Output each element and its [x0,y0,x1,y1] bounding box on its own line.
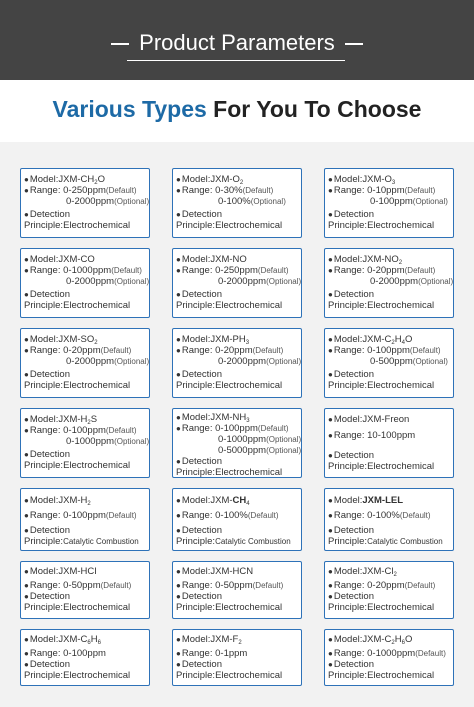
principle-value: Electrochemical [63,602,131,613]
range-value: 0-1000ppm [367,648,416,659]
principle-value: Electrochemical [367,380,435,391]
model-name: JXM-HCN [210,566,254,577]
range-value: 0-100ppm [63,510,106,521]
principle-value: Electrochemical [63,670,131,681]
model-name: JXM-O [210,174,240,185]
range-value: 0-50ppm [63,580,101,591]
product-grid [20,168,454,686]
range-value: 0-30% [215,185,243,196]
range-value: 0-1ppm [215,648,248,659]
model-name: JXM-CO [58,254,95,265]
title-dash-right [345,43,363,45]
header-underline [127,60,345,61]
product-card: ●Model:JXM-CO ●Range: 0-1000ppm(Default) 0-2000ppm(Optional) ●Detection Principle:Electrochemical [20,248,150,318]
model-name: JXM-Cl [362,566,394,577]
principle-value: Catalytic Combustion [63,537,139,546]
model-name: JXM-CH [58,174,95,185]
model-name: -LEL [381,495,404,506]
model-name: JXM-NO [210,254,247,265]
principle-value: Electrochemical [367,300,435,311]
product-card: $●Model:JXM-CH_2O$ ●Range: 0-250ppm(Default) 0-2000ppm(Optional) ●Detection Principle:Electrochemical [20,168,150,238]
range-value: 0-20ppm [367,265,405,276]
range-value: 0-250ppm [63,185,106,196]
principle-value: Electrochemical [367,461,435,472]
range-value: 0-250ppm [215,265,258,276]
product-card: $●Model:JXM-H_2$ ●Range: 0-100ppm(Default) ●Detection Principle:Catalytic Combustion [20,488,150,551]
product-card: $●Model:JXM-H_2S$ ●Range: 0-100ppm(Default) 0-1000ppm(Optional) ●Detection Principle:Electrochemical [20,408,150,478]
range-value: 0-20ppm [63,345,101,356]
product-card: ●Model:JXM-NO ●Range: 0-250ppm(Default) 0-2000ppm(Optional) ●Detection Principle:Electrochemical [172,248,302,318]
principle-value: Electrochemical [215,300,283,311]
model-name: JXM-C [362,634,392,645]
principle-value: Electrochemical [63,220,131,231]
principle-value: Electrochemical [215,602,283,613]
principle-value: Electrochemical [215,220,283,231]
header-title [0,30,474,56]
product-card: $●Model:JXM-C_6H_6$ ●Range: 0-100ppm ●Detection Principle:Electrochemical [20,629,150,686]
principle-value: Electrochemical [63,380,131,391]
range-value: 0-100% [367,510,400,521]
product-card: ●Model:JXM-LEL ●Range: 0-100%(Default) ●Detection Principle:Catalytic Combustion [324,488,454,551]
principle-value: Catalytic Combustion [367,537,443,546]
product-card: $●Model:JXM-NH_3$ ●Range: 0-100ppm(Default) 0-1000ppm(Optional) 0-5000ppm(Optional) ●Detection Principle:Electrochemical [172,408,302,478]
model-name: CH [232,495,247,506]
model-name: JXM-C [362,334,392,345]
range-value: 0-100ppm [215,423,258,434]
range-value: 0-100ppm [63,425,106,436]
range-value: 0-100% [215,510,248,521]
model-name: JXM-HCI [58,566,97,577]
product-card: ●Model:JXM-HCN ●Range: 0-50ppm(Default) ●Detection Principle:Electrochemical [172,561,302,619]
principle-value: Electrochemical [367,220,435,231]
product-card: $●Model:JXM-NO_2$ ●Range: 0-20ppm(Default) 0-2000ppm(Optional) ●Detection Principle:Electrochemical [324,248,454,318]
principle-value: Electrochemical [215,670,283,681]
model-name: JXM-SO [58,334,95,345]
model-name: JXM-C [58,634,88,645]
principle-value: Electrochemical [63,460,131,471]
model-name: JXM-PH [210,334,246,345]
header-title-text: Product Parameters [139,30,335,55]
principle-value: Electrochemical [367,670,435,681]
product-card: $●Model:JXM-O_2$ ●Range: 0-30%(Default) 0-100%(Optional) ●Detection Principle:Electrochemical [172,168,302,238]
product-card: $●Model:JXM-O_3$ ●Range: 0-10ppm(Default) 0-100ppm(Optional) ●Detection Principle:Electrochemical [324,168,454,238]
product-card: $●Model:JXM-SO_2$ ●Range: 0-20ppm(Default) 0-2000ppm(Optional) ●Detection Principle:Electrochemical [20,328,150,398]
title-dash-left [111,43,129,45]
range-value: 0-100ppm [367,345,410,356]
product-card: $●Model:JXM-C_2H_4O$ ●Range: 0-100ppm(Default) 0-500ppm(Optional) ●Detection Principle:Electrochemical [324,328,454,398]
product-card: ●Model:JXM-HCI ●Range: 0-50ppm(Default) ●Detection Principle:Electrochemical [20,561,150,619]
product-card: ●Model:JXM-Freon ●Range: 10-100ppm ●Detection Principle:Electrochemical [324,408,454,478]
model-name: JXM-NH [210,412,247,423]
principle-value: Electrochemical [215,380,283,391]
principle-value: Electrochemical [367,602,435,613]
range-value: 0-50ppm [215,580,253,591]
range-value: 0-20ppm [215,345,253,356]
product-card: $●Model:JXM-F_2$ ●Range: 0-1ppm ●Detection Principle:Electrochemical [172,629,302,686]
model-name: JXM-NO [362,254,399,265]
model-name: JXM-H [58,414,88,425]
principle-value: Electrochemical [215,467,283,478]
subtitle [0,95,474,123]
model-name: JXM-Freon [362,414,410,425]
product-card: $●Model:JXM-PH_3$ ●Range: 0-20ppm(Default) 0-2000ppm(Optional) ●Detection Principle:Electrochemical [172,328,302,398]
product-card: $●Model:JXM-Cl_2$ ●Range: 0-20ppm(Default) ●Detection Principle:Electrochemical [324,561,454,619]
product-card: $●Model:JXM-CH_4$ ●Range: 0-100%(Default) ●Detection Principle:Catalytic Combustion [172,488,302,551]
range-value: 0-10ppm [367,185,405,196]
subtitle-accent: Various Types [52,96,207,122]
model-name: JXM-F [210,634,239,645]
range-value: 0-1000ppm [63,265,112,276]
principle-value: Catalytic Combustion [215,537,291,546]
model-name: JXM-H [58,495,88,506]
product-card: $●Model:JXM-C_2H_6O$ ●Range: 0-1000ppm(Default) ●Detection Principle:Electrochemical [324,629,454,686]
model-name: JXM-O [362,174,392,185]
subtitle-rest: For You To Choose [206,96,422,122]
principle-value: Electrochemical [63,300,131,311]
range-value: 10-100ppm [367,430,416,441]
range-value: 0-100ppm [63,648,106,659]
range-value: 0-20ppm [367,580,405,591]
